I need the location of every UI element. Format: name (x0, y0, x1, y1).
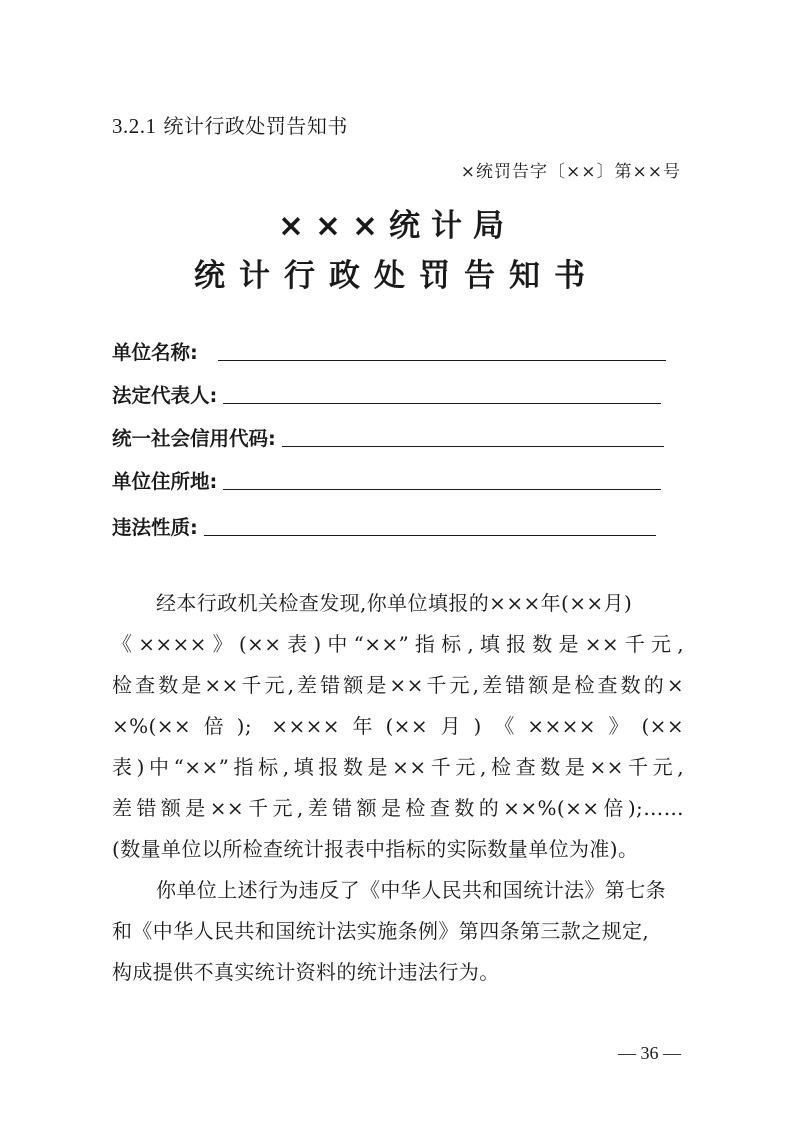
field-label: 单位名称: (112, 341, 198, 364)
body-line: 经本行政机关检查发现,你单位填报的×××年(××月) (156, 591, 633, 615)
field-address (112, 466, 661, 494)
field-label: 统一社会信用代码: (112, 427, 276, 450)
notice-body (112, 583, 684, 993)
field-label: 法定代表人: (112, 384, 218, 407)
section-title: 统计行政处罚告知书 (163, 114, 348, 138)
body-line: 表)中“××”指标,填报数是××千元,检查数是××千元, (112, 755, 684, 779)
body-line: 《××××》(××表)中“××”指标,填报数是××千元, (112, 632, 684, 656)
body-line: 检查数是××千元,差错额是××千元,差错额是检查数的× (112, 673, 684, 697)
field-legal-representative (112, 380, 661, 408)
blank-line (223, 402, 661, 404)
field-unit-name (112, 337, 666, 365)
document-number: ×统罚告字〔××〕第××号 (460, 162, 681, 182)
field-violation-nature (112, 512, 656, 540)
field-label: 违法性质: (112, 516, 198, 539)
body-line: 差错额是××千元,差错额是检查数的××%(××倍);…… (112, 796, 684, 820)
section-number: 3.2.1 (112, 114, 157, 138)
issuer-title: ×××统计局 (278, 208, 515, 244)
body-line: (数量单位以所检查统计报表中指标的实际数量单位为准)。 (112, 837, 639, 861)
body-line: 和《中华人民共和国统计法实施条例》第四条第三款之规定, (112, 919, 650, 943)
body-line: 你单位上述行为违反了《中华人民共和国统计法》第七条 (156, 878, 666, 902)
blank-line (204, 534, 656, 536)
blank-line (218, 359, 666, 361)
field-label: 单位住所地: (112, 470, 218, 493)
section-heading (112, 110, 348, 139)
body-line: ×%(××倍); ××××年(××月)《××××》(×× (112, 714, 684, 738)
page-number: — 36 — (618, 1043, 681, 1063)
blank-line (223, 488, 661, 490)
body-line: 构成提供不真实统计资料的统计违法行为。 (112, 960, 500, 984)
blank-line (282, 445, 664, 447)
field-credit-code (112, 423, 664, 451)
document-title: 统计行政处罚告知书 (194, 258, 599, 294)
